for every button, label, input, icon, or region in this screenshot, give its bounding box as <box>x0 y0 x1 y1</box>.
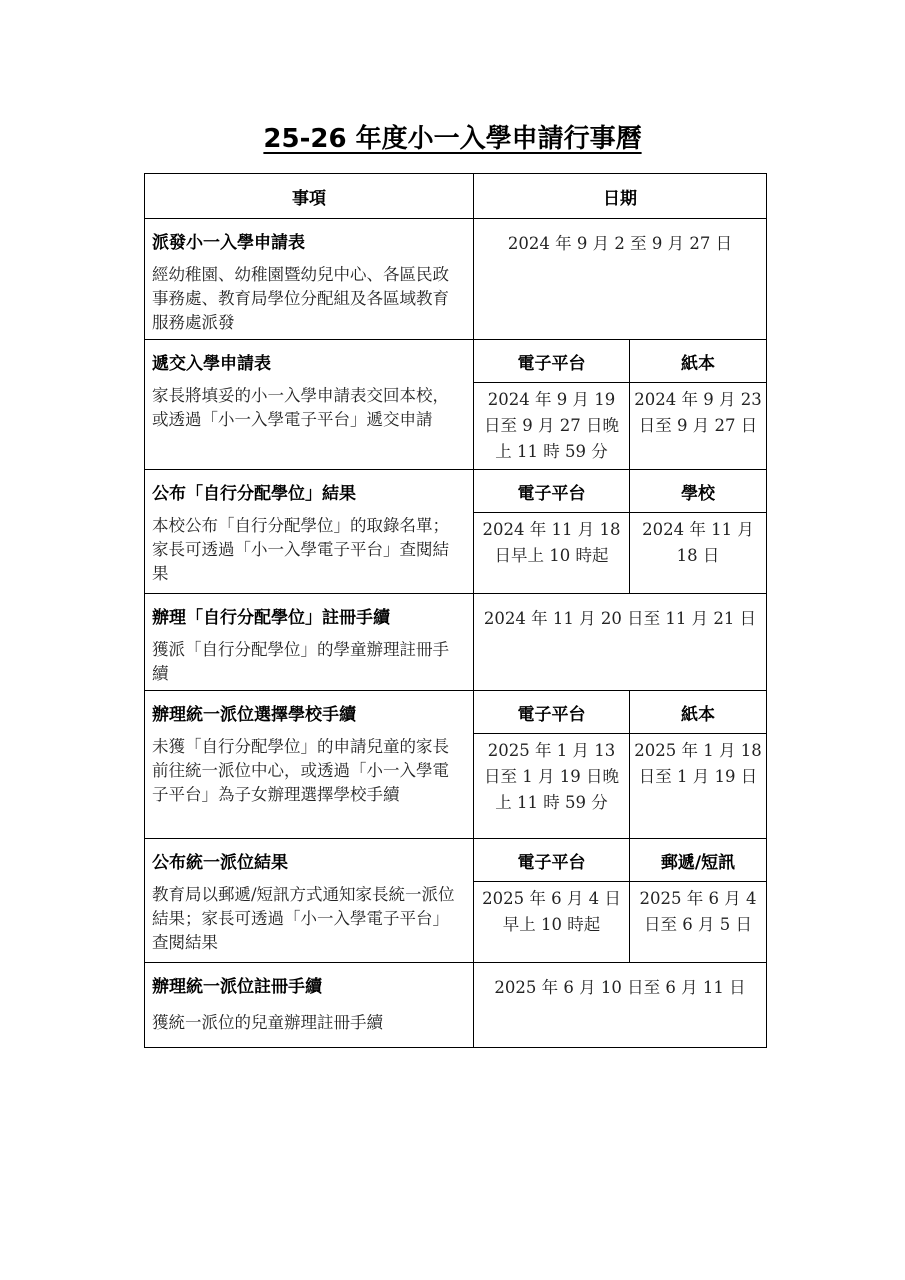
date-cell: 2025 年 6 月 4 日至 6 月 5 日 <box>630 882 767 963</box>
item-title: 辦理「自行分配學位」註冊手續 <box>152 608 390 628</box>
table-row <box>145 963 767 1048</box>
table-header-row <box>145 174 767 219</box>
date-cell: 2024 年 9 月 23 日至 9 月 27 日 <box>630 383 767 470</box>
item-desc: 家長將填妥的小一入學申請表交回本校，或透過「小一入學電子平台」遞交申請 <box>152 386 449 429</box>
header-item: 事項 <box>145 174 474 219</box>
date-cell: 2024 年 11 月 20 日至 11 月 21 日 <box>474 594 767 691</box>
sub-header: 學校 <box>630 470 767 513</box>
item-cell <box>145 219 474 340</box>
item-desc: 獲派「自行分配學位」的學童辦理註冊手續 <box>152 640 449 683</box>
sub-header: 紙本 <box>630 691 767 734</box>
page-title: 25-26 年度小一入學申請行事曆 <box>263 124 642 154</box>
date-cell: 2024 年 11 月 18 日 <box>630 513 767 594</box>
item-desc: 未獲「自行分配學位」的申請兒童的家長前往統一派位中心，或透過「小一入學電子平台」為子女辦理選擇學校手續 <box>152 737 449 804</box>
item-title: 辦理統一派位選擇學校手續 <box>152 705 356 725</box>
table-row <box>145 839 767 882</box>
item-cell <box>145 963 474 1048</box>
item-title: 辦理統一派位註冊手續 <box>152 977 322 997</box>
table-row <box>145 594 767 691</box>
table-row <box>145 219 767 340</box>
date-cell: 2025 年 6 月 4 日早上 10 時起 <box>474 882 630 963</box>
header-date: 日期 <box>474 174 767 219</box>
item-cell <box>145 691 474 839</box>
table-row <box>145 470 767 513</box>
item-desc: 獲統一派位的兒童辦理註冊手續 <box>152 1013 383 1032</box>
date-cell: 2025 年 1 月 18 日至 1 月 19 日 <box>630 734 767 839</box>
date-cell: 2025 年 6 月 10 日至 6 月 11 日 <box>474 963 767 1048</box>
sub-header: 電子平台 <box>474 691 630 734</box>
date-cell: 2024 年 9 月 19 日至 9 月 27 日晚上 11 時 59 分 <box>474 383 630 470</box>
date-cell: 2025 年 1 月 13 日至 1 月 19 日晚上 11 時 59 分 <box>474 734 630 839</box>
date-cell: 2024 年 9 月 2 至 9 月 27 日 <box>474 219 767 340</box>
date-cell: 2024 年 11 月 18 日早上 10 時起 <box>474 513 630 594</box>
sub-header: 電子平台 <box>474 470 630 513</box>
item-title: 公布「自行分配學位」結果 <box>152 484 356 504</box>
item-title: 派發小一入學申請表 <box>152 233 305 253</box>
item-cell <box>145 340 474 470</box>
item-cell <box>145 470 474 594</box>
item-desc: 經幼稚園、幼稚園暨幼兒中心、各區民政事務處、教育局學位分配組及各區域教育服務處派發 <box>152 265 449 332</box>
table-row <box>145 340 767 383</box>
item-title: 遞交入學申請表 <box>152 354 271 374</box>
item-cell <box>145 839 474 963</box>
item-cell <box>145 594 474 691</box>
table-row <box>145 691 767 734</box>
item-desc: 教育局以郵遞/短訊方式通知家長統一派位結果；家長可透過「小一入學電子平台」查閱結果 <box>152 885 455 952</box>
sub-header: 紙本 <box>630 340 767 383</box>
item-desc: 本校公布「自行分配學位」的取錄名單；家長可透過「小一入學電子平台」查閱結果 <box>152 516 449 583</box>
calendar-table <box>144 173 767 1048</box>
sub-header: 電子平台 <box>474 340 630 383</box>
sub-header: 郵遞/短訊 <box>630 839 767 882</box>
sub-header: 電子平台 <box>474 839 630 882</box>
item-title: 公布統一派位結果 <box>152 853 288 873</box>
